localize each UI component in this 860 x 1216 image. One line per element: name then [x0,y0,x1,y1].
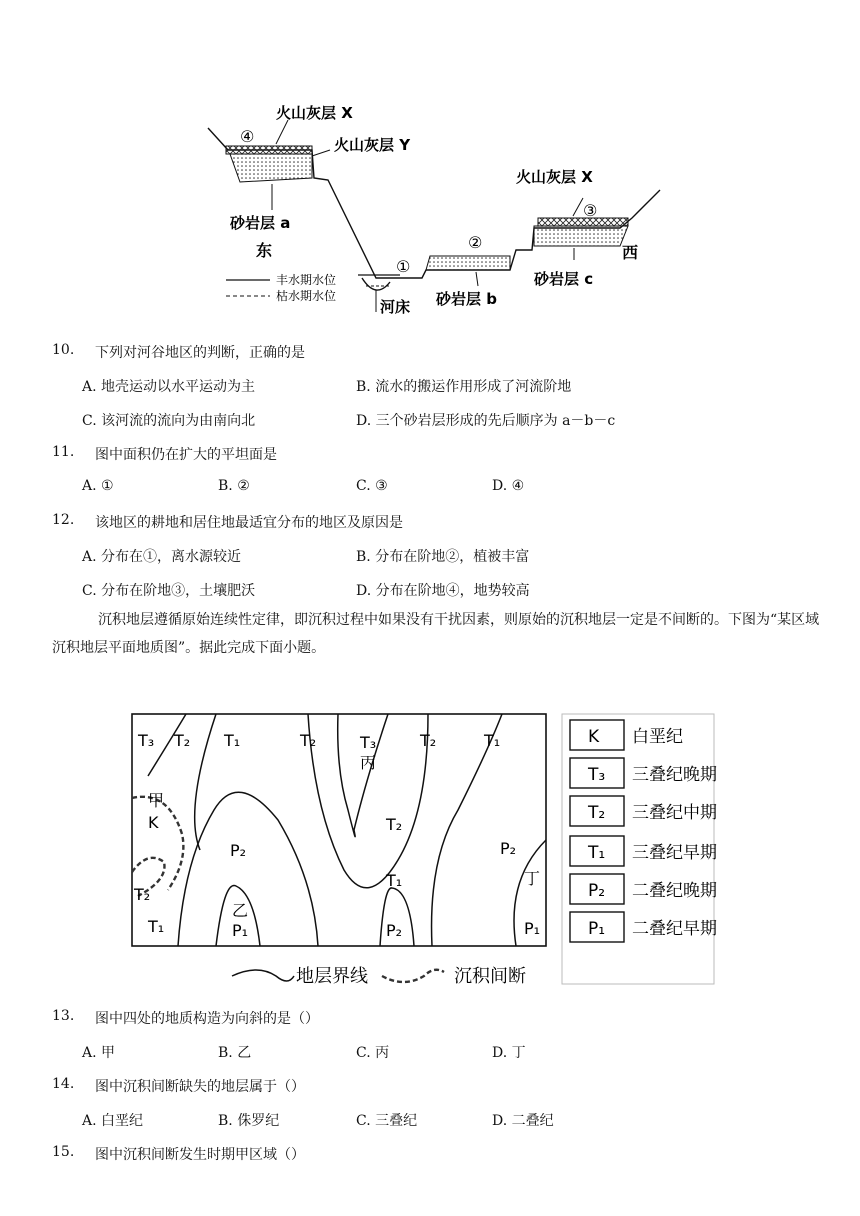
label-riverbed: 河床 [380,298,411,316]
label-sandstone-c: 砂岩层 c [534,270,594,288]
terrace-1-label: ① [396,257,411,276]
label-sandstone-a: 砂岩层 a [230,214,291,232]
river-terrace-diagram [200,100,670,320]
label-p2-left: P₂ [230,841,247,860]
geologic-map [128,710,728,992]
question-text: 图中沉积间断发生时期甲区域（） [95,1147,305,1163]
label-p1-right: P₁ [524,919,541,938]
option-d[interactable]: D. 分布在阶地④，地势较高 [356,583,530,599]
option-c[interactable]: C. ③ [356,478,388,494]
legend-name: 二叠纪早期 [632,919,717,939]
label-t1-mid: T₁ [386,871,403,890]
label-bing: 丙 [360,753,377,772]
label-t2-mid: T₂ [386,815,403,834]
label-ding: 丁 [524,869,541,888]
question-number: 11. [52,444,75,460]
option-b[interactable]: B. 侏罗纪 [218,1113,280,1129]
option-a[interactable]: A. 分布在①，离水源较近 [82,549,242,565]
option-c[interactable]: C. 丙 [356,1045,390,1061]
option-a[interactable]: A. 甲 [82,1045,116,1061]
option-d[interactable]: D. ④ [492,478,525,494]
label-t3-top: T₃ [360,733,377,752]
label-t3-topleft: T₃ [138,731,155,750]
label-volcanic-x-right: 火山灰层 X [516,168,593,186]
question-text: 图中四处的地质构造为向斜的是（） [95,1011,319,1027]
legend-name: 白垩纪 [632,727,683,747]
legend-code: P₂ [588,881,606,901]
legend-name: 三叠纪晚期 [632,765,717,785]
option-b[interactable]: B. ② [218,478,250,494]
legend-code: K [588,727,600,747]
label-p2-bottom: P₂ [386,921,403,940]
terrace-4-label: ④ [240,127,255,146]
label-t1-top1: T₁ [224,731,241,750]
legend-code: T₃ [588,765,606,785]
question-text: 图中面积仍在扩大的平坦面是 [95,447,277,463]
option-b[interactable]: B. 分布在阶地②，植被丰富 [356,549,530,565]
terrace-3-label: ③ [583,201,598,220]
legend-name: 三叠纪中期 [632,803,717,823]
option-a[interactable]: A. ① [82,478,114,494]
label-p1-yi: P₁ [232,921,249,940]
option-d[interactable]: D. 丁 [492,1045,526,1061]
strata-legend [570,720,717,942]
question-number: 13. [52,1008,75,1024]
legend-name: 二叠纪晚期 [632,881,717,901]
label-t1-top2: T₁ [484,731,501,750]
option-c[interactable]: C. 分布在阶地③，土壤肥沃 [82,583,256,599]
question-text: 该地区的耕地和居住地最适宜分布的地区及原因是 [95,515,403,531]
label-sandstone-b: 砂岩层 b [436,290,497,308]
legend-code: P₁ [588,919,606,939]
sandstone-a [230,154,312,182]
legend-high-water: 丰水期水位 [276,273,337,287]
legend-boundary-line: 地层界线 [296,966,368,987]
option-d[interactable]: D. 二叠纪 [492,1113,554,1129]
label-west: 西 [622,243,639,262]
option-a[interactable]: A. 地壳运动以水平运动为主 [82,379,256,395]
volcanic-layer-x-left [226,146,312,154]
label-t2-topleft: T₂ [174,731,191,750]
terrace-2-label: ② [468,233,483,252]
question-text: 下列对河谷地区的判断，正确的是 [95,345,305,361]
sandstone-b [426,256,510,270]
sandstone-c [534,226,628,246]
option-d[interactable]: D. 三个砂岩层形成的先后顺序为 a－b－c [356,413,616,429]
question-number: 15. [52,1144,75,1160]
legend-code: T₁ [588,843,606,863]
question-number: 10. [52,342,75,358]
question-number: 12. [52,512,75,528]
label-east: 东 [256,241,273,260]
riverbed [362,278,390,290]
label-t2-top2: T₂ [420,731,437,750]
label-yi: 乙 [232,901,249,920]
label-jia: 甲 [148,791,165,810]
legend-low-water: 枯水期水位 [276,289,337,303]
label-p2-right: P₂ [500,839,517,858]
intro-paragraph: 沉积地层遵循原始连续性定律，即沉积过程中如果没有干扰因素，则原始的沉积地层一定是不间断的。下图为“某区域沉积地层平面地质图”。据此完成下面小题。 [52,612,820,656]
label-volcanic-y: 火山灰层 Y [334,136,411,154]
label-t1-left: T₁ [148,917,165,936]
question-text: 图中沉积间断缺失的地层属于（） [95,1079,305,1095]
label-volcanic-x-top: 火山灰层 X [276,104,353,122]
label-t2-left: T₂ [134,885,151,904]
legend-name: 三叠纪早期 [632,843,717,863]
legend-code: T₂ [588,803,606,823]
option-b[interactable]: B. 乙 [218,1045,252,1061]
label-t2-top: T₂ [300,731,317,750]
label-k: K [148,813,159,832]
legend-sedimentary-gap: 沉积间断 [454,966,526,987]
option-b[interactable]: B. 流水的搬运作用形成了河流阶地 [356,379,572,395]
option-a[interactable]: A. 白垩纪 [82,1113,144,1129]
option-c[interactable]: C. 该河流的流向为由南向北 [82,413,256,429]
question-number: 14. [52,1076,75,1092]
option-c[interactable]: C. 三叠纪 [356,1113,418,1129]
